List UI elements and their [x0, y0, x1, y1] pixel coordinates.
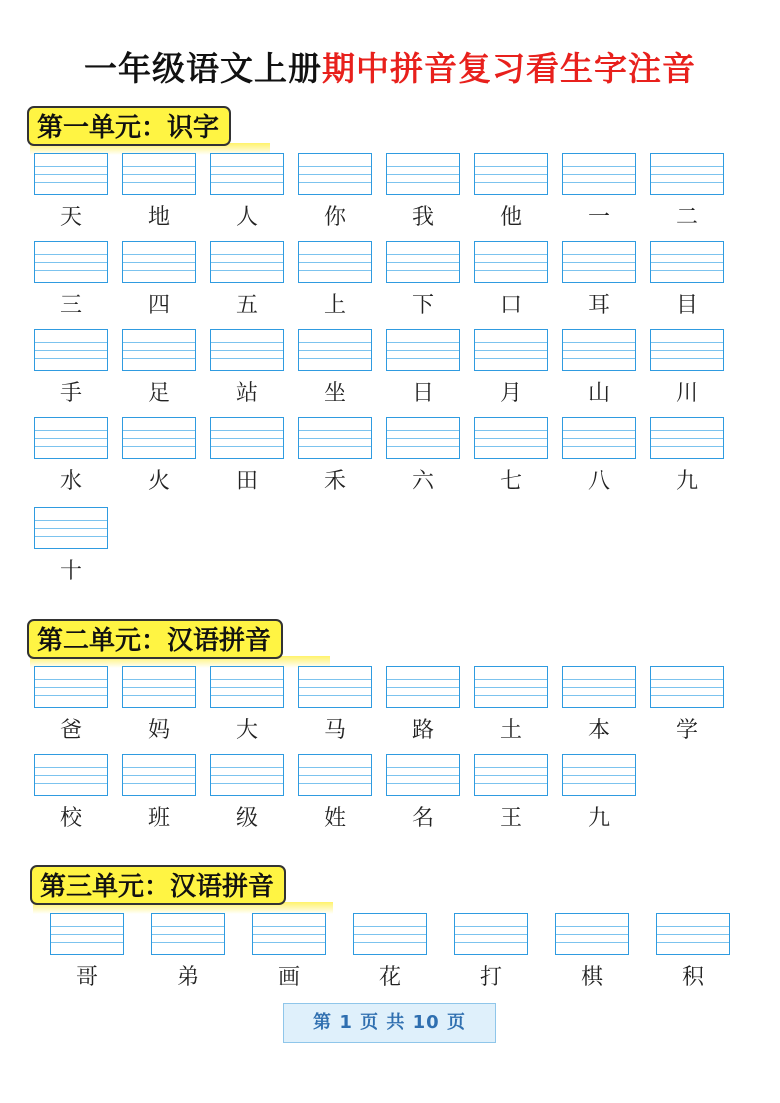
pinyin-guide-line — [152, 934, 224, 935]
pinyin-guide-line — [123, 775, 195, 776]
pinyin-guide-line — [651, 166, 723, 167]
pinyin-guide-line — [299, 342, 371, 343]
pinyin-guide-line — [211, 430, 283, 431]
pinyin-writing-box[interactable] — [34, 754, 108, 796]
character-label: 六 — [411, 469, 434, 494]
pinyin-guide-line — [123, 270, 195, 271]
pinyin-writing-box[interactable] — [151, 913, 225, 955]
pinyin-guide-line — [387, 254, 459, 255]
pinyin-writing-box[interactable] — [650, 666, 724, 708]
pinyin-writing-box[interactable] — [298, 153, 372, 195]
pinyin-guide-line — [152, 926, 224, 927]
section-3-header: 第三单元：汉语拼音 — [30, 865, 286, 905]
pinyin-guide-line — [35, 775, 107, 776]
pinyin-guide-line — [387, 182, 459, 183]
character-label: 水 — [59, 469, 82, 494]
pinyin-guide-line — [475, 174, 547, 175]
section-2-header: 第二单元：汉语拼音 — [27, 619, 283, 659]
pinyin-guide-line — [35, 783, 107, 784]
pinyin-writing-box[interactable] — [122, 329, 196, 371]
pinyin-guide-line — [211, 695, 283, 696]
pinyin-guide-line — [299, 687, 371, 688]
pinyin-writing-box[interactable] — [562, 241, 636, 283]
character-label: 目 — [675, 293, 698, 318]
pinyin-guide-line — [387, 687, 459, 688]
page-title — [0, 46, 780, 92]
pinyin-writing-box[interactable] — [298, 666, 372, 708]
character-label: 七 — [499, 469, 522, 494]
pinyin-guide-line — [211, 438, 283, 439]
pinyin-guide-line — [35, 430, 107, 431]
pinyin-writing-box[interactable] — [298, 417, 372, 459]
pinyin-guide-line — [387, 695, 459, 696]
pinyin-guide-line — [123, 358, 195, 359]
pinyin-guide-line — [35, 270, 107, 271]
character-label: 坐 — [323, 381, 346, 406]
pinyin-guide-line — [299, 254, 371, 255]
pinyin-guide-line — [387, 775, 459, 776]
pinyin-guide-line — [475, 438, 547, 439]
pinyin-writing-box[interactable] — [650, 329, 724, 371]
pinyin-guide-line — [651, 695, 723, 696]
pinyin-guide-line — [35, 438, 107, 439]
pinyin-writing-box[interactable] — [122, 241, 196, 283]
pinyin-guide-line — [387, 350, 459, 351]
character-label: 他 — [499, 205, 522, 230]
pinyin-guide-line — [123, 262, 195, 263]
page-title-black: 一年级语文上册 — [84, 49, 322, 88]
pinyin-guide-line — [475, 687, 547, 688]
pinyin-guide-line — [253, 942, 325, 943]
character-label: 大 — [235, 718, 258, 743]
pinyin-guide-line — [211, 767, 283, 768]
pinyin-guide-line — [123, 254, 195, 255]
page-title-red: 期中拼音复习看生字注音 — [322, 49, 696, 88]
pinyin-guide-line — [299, 783, 371, 784]
pinyin-writing-box[interactable] — [650, 417, 724, 459]
character-label: 山 — [587, 381, 610, 406]
pinyin-writing-box[interactable] — [562, 417, 636, 459]
pinyin-writing-box[interactable] — [386, 417, 460, 459]
pinyin-guide-line — [299, 679, 371, 680]
pinyin-guide-line — [563, 182, 635, 183]
pinyin-guide-line — [563, 270, 635, 271]
character-label: 日 — [411, 381, 434, 406]
character-label: 爸 — [59, 718, 82, 743]
pinyin-guide-line — [475, 254, 547, 255]
pinyin-guide-line — [211, 775, 283, 776]
pinyin-guide-line — [123, 679, 195, 680]
character-label: 地 — [147, 205, 170, 230]
pinyin-guide-line — [455, 926, 527, 927]
pinyin-guide-line — [123, 342, 195, 343]
pinyin-guide-line — [299, 775, 371, 776]
pinyin-guide-line — [563, 438, 635, 439]
pinyin-writing-box[interactable] — [474, 417, 548, 459]
pinyin-writing-box[interactable] — [34, 417, 108, 459]
pinyin-guide-line — [123, 438, 195, 439]
pinyin-writing-box[interactable] — [298, 241, 372, 283]
character-label: 本 — [587, 718, 610, 743]
pinyin-guide-line — [123, 166, 195, 167]
pinyin-guide-line — [211, 350, 283, 351]
pinyin-guide-line — [651, 679, 723, 680]
pinyin-guide-line — [253, 926, 325, 927]
pinyin-writing-box[interactable] — [298, 754, 372, 796]
pinyin-guide-line — [211, 254, 283, 255]
pinyin-guide-line — [387, 430, 459, 431]
pinyin-guide-line — [211, 182, 283, 183]
character-label: 校 — [59, 806, 82, 831]
pinyin-writing-box[interactable] — [474, 153, 548, 195]
pinyin-guide-line — [35, 174, 107, 175]
pinyin-writing-box[interactable] — [122, 153, 196, 195]
character-label: 五 — [235, 293, 258, 318]
pinyin-writing-box[interactable] — [656, 913, 730, 955]
pinyin-writing-box[interactable] — [386, 153, 460, 195]
pinyin-guide-line — [211, 358, 283, 359]
pinyin-guide-line — [123, 687, 195, 688]
pinyin-writing-box[interactable] — [210, 153, 284, 195]
pinyin-writing-box[interactable] — [122, 417, 196, 459]
pinyin-writing-box[interactable] — [386, 754, 460, 796]
pinyin-guide-line — [35, 536, 107, 537]
pinyin-guide-line — [123, 350, 195, 351]
pinyin-guide-line — [51, 942, 123, 943]
pinyin-guide-line — [387, 358, 459, 359]
pinyin-guide-line — [651, 270, 723, 271]
pinyin-writing-box[interactable] — [562, 754, 636, 796]
pinyin-guide-line — [563, 775, 635, 776]
pinyin-writing-box[interactable] — [122, 666, 196, 708]
pinyin-guide-line — [35, 695, 107, 696]
pinyin-guide-line — [651, 254, 723, 255]
character-label: 川 — [675, 381, 698, 406]
character-label: 二 — [675, 205, 698, 230]
pinyin-guide-line — [651, 182, 723, 183]
pinyin-guide-line — [387, 270, 459, 271]
pinyin-guide-line — [123, 430, 195, 431]
character-label: 名 — [411, 806, 434, 831]
character-label: 棋 — [580, 965, 603, 990]
pinyin-guide-line — [563, 446, 635, 447]
pinyin-writing-box[interactable] — [386, 241, 460, 283]
pinyin-guide-line — [556, 942, 628, 943]
character-label: 妈 — [147, 718, 170, 743]
pinyin-guide-line — [299, 358, 371, 359]
pinyin-guide-line — [299, 767, 371, 768]
pinyin-guide-line — [211, 446, 283, 447]
pinyin-guide-line — [475, 262, 547, 263]
pinyin-guide-line — [211, 270, 283, 271]
pinyin-guide-line — [354, 926, 426, 927]
pinyin-guide-line — [556, 934, 628, 935]
pinyin-writing-box[interactable] — [555, 913, 629, 955]
pinyin-guide-line — [657, 926, 729, 927]
pinyin-guide-line — [299, 350, 371, 351]
pinyin-guide-line — [35, 350, 107, 351]
section-1-header: 第一单元：识字 — [27, 106, 231, 146]
pinyin-guide-line — [253, 934, 325, 935]
pinyin-guide-line — [651, 430, 723, 431]
character-label: 路 — [411, 718, 434, 743]
pinyin-guide-line — [651, 358, 723, 359]
pinyin-writing-box[interactable] — [562, 153, 636, 195]
pinyin-guide-line — [35, 687, 107, 688]
pinyin-writing-box[interactable] — [474, 329, 548, 371]
pinyin-guide-line — [475, 166, 547, 167]
character-label: 土 — [499, 718, 522, 743]
pinyin-writing-box[interactable] — [474, 241, 548, 283]
pinyin-writing-box[interactable] — [210, 241, 284, 283]
character-label: 月 — [499, 381, 522, 406]
character-label: 足 — [147, 381, 170, 406]
character-label: 人 — [235, 205, 258, 230]
pinyin-guide-line — [651, 438, 723, 439]
pinyin-guide-line — [51, 926, 123, 927]
pinyin-guide-line — [651, 687, 723, 688]
pinyin-guide-line — [387, 679, 459, 680]
pinyin-writing-box[interactable] — [562, 666, 636, 708]
pinyin-guide-line — [35, 254, 107, 255]
pinyin-guide-line — [563, 783, 635, 784]
pinyin-guide-line — [354, 942, 426, 943]
pinyin-writing-box[interactable] — [122, 754, 196, 796]
pinyin-writing-box[interactable] — [386, 666, 460, 708]
pinyin-guide-line — [455, 934, 527, 935]
pinyin-guide-line — [563, 687, 635, 688]
pinyin-guide-line — [657, 934, 729, 935]
character-label: 一 — [587, 205, 610, 230]
pinyin-guide-line — [563, 254, 635, 255]
character-label: 姓 — [323, 806, 346, 831]
character-label: 四 — [147, 293, 170, 318]
pinyin-guide-line — [211, 687, 283, 688]
pinyin-guide-line — [387, 262, 459, 263]
pinyin-writing-box[interactable] — [210, 417, 284, 459]
pinyin-guide-line — [35, 262, 107, 263]
pinyin-guide-line — [563, 767, 635, 768]
character-label: 弟 — [176, 965, 199, 990]
character-label: 下 — [411, 293, 434, 318]
pinyin-guide-line — [657, 942, 729, 943]
pinyin-guide-line — [123, 783, 195, 784]
character-label: 你 — [323, 205, 346, 230]
pinyin-guide-line — [211, 783, 283, 784]
pinyin-guide-line — [35, 166, 107, 167]
pinyin-writing-box[interactable] — [50, 913, 124, 955]
character-label: 天 — [59, 205, 82, 230]
character-label: 王 — [499, 806, 522, 831]
pinyin-writing-box[interactable] — [650, 153, 724, 195]
pinyin-writing-box[interactable] — [34, 507, 108, 549]
character-label: 九 — [587, 806, 610, 831]
character-label: 手 — [59, 381, 82, 406]
pinyin-guide-line — [475, 695, 547, 696]
pinyin-guide-line — [299, 430, 371, 431]
pinyin-guide-line — [387, 783, 459, 784]
character-label: 我 — [411, 205, 434, 230]
pinyin-guide-line — [475, 342, 547, 343]
pinyin-guide-line — [563, 695, 635, 696]
character-label: 积 — [681, 965, 704, 990]
pinyin-guide-line — [563, 166, 635, 167]
character-label: 站 — [235, 381, 258, 406]
pinyin-writing-box[interactable] — [298, 329, 372, 371]
pinyin-guide-line — [35, 342, 107, 343]
pinyin-writing-box[interactable] — [210, 329, 284, 371]
pinyin-guide-line — [354, 934, 426, 935]
page-footer: 第 1 页 共 10 页 — [283, 1003, 496, 1043]
pinyin-guide-line — [123, 446, 195, 447]
character-label: 十 — [59, 559, 82, 584]
pinyin-guide-line — [475, 350, 547, 351]
pinyin-writing-box[interactable] — [474, 754, 548, 796]
pinyin-guide-line — [387, 446, 459, 447]
pinyin-guide-line — [211, 679, 283, 680]
pinyin-guide-line — [152, 942, 224, 943]
pinyin-writing-box[interactable] — [562, 329, 636, 371]
pinyin-guide-line — [299, 262, 371, 263]
character-label: 哥 — [75, 965, 98, 990]
pinyin-guide-line — [299, 695, 371, 696]
character-label: 马 — [323, 718, 346, 743]
pinyin-guide-line — [211, 166, 283, 167]
pinyin-guide-line — [387, 767, 459, 768]
pinyin-guide-line — [299, 166, 371, 167]
character-label: 八 — [587, 469, 610, 494]
pinyin-guide-line — [455, 942, 527, 943]
pinyin-writing-box[interactable] — [252, 913, 326, 955]
pinyin-guide-line — [51, 934, 123, 935]
pinyin-writing-box[interactable] — [210, 666, 284, 708]
character-label: 学 — [675, 718, 698, 743]
character-label: 火 — [147, 469, 170, 494]
character-label: 花 — [378, 965, 401, 990]
pinyin-guide-line — [299, 438, 371, 439]
pinyin-guide-line — [563, 342, 635, 343]
character-label: 三 — [59, 293, 82, 318]
pinyin-guide-line — [123, 767, 195, 768]
pinyin-guide-line — [387, 166, 459, 167]
character-label: 耳 — [587, 293, 610, 318]
character-label: 口 — [499, 293, 522, 318]
pinyin-guide-line — [651, 446, 723, 447]
pinyin-guide-line — [299, 174, 371, 175]
pinyin-guide-line — [475, 775, 547, 776]
pinyin-guide-line — [475, 783, 547, 784]
pinyin-guide-line — [35, 767, 107, 768]
pinyin-guide-line — [299, 270, 371, 271]
pinyin-writing-box[interactable] — [386, 329, 460, 371]
pinyin-writing-box[interactable] — [34, 153, 108, 195]
pinyin-guide-line — [651, 262, 723, 263]
pinyin-guide-line — [35, 446, 107, 447]
pinyin-guide-line — [563, 358, 635, 359]
pinyin-guide-line — [563, 350, 635, 351]
pinyin-guide-line — [475, 679, 547, 680]
pinyin-guide-line — [35, 520, 107, 521]
pinyin-guide-line — [475, 270, 547, 271]
pinyin-guide-line — [35, 679, 107, 680]
pinyin-guide-line — [475, 182, 547, 183]
pinyin-guide-line — [563, 430, 635, 431]
pinyin-guide-line — [123, 174, 195, 175]
pinyin-guide-line — [387, 342, 459, 343]
pinyin-guide-line — [211, 174, 283, 175]
character-label: 打 — [479, 965, 502, 990]
pinyin-guide-line — [563, 679, 635, 680]
character-label: 田 — [235, 469, 258, 494]
pinyin-writing-box[interactable] — [34, 666, 108, 708]
pinyin-guide-line — [556, 926, 628, 927]
character-label: 级 — [235, 806, 258, 831]
character-label: 九 — [675, 469, 698, 494]
pinyin-guide-line — [475, 767, 547, 768]
pinyin-guide-line — [651, 350, 723, 351]
pinyin-guide-line — [299, 446, 371, 447]
pinyin-guide-line — [475, 430, 547, 431]
pinyin-guide-line — [211, 342, 283, 343]
pinyin-guide-line — [651, 174, 723, 175]
pinyin-guide-line — [123, 695, 195, 696]
character-label: 画 — [277, 965, 300, 990]
pinyin-writing-box[interactable] — [210, 754, 284, 796]
pinyin-guide-line — [211, 262, 283, 263]
pinyin-guide-line — [387, 174, 459, 175]
pinyin-guide-line — [563, 174, 635, 175]
character-label: 上 — [323, 293, 346, 318]
pinyin-guide-line — [475, 358, 547, 359]
pinyin-guide-line — [475, 446, 547, 447]
pinyin-guide-line — [35, 358, 107, 359]
pinyin-writing-box[interactable] — [353, 913, 427, 955]
pinyin-guide-line — [35, 182, 107, 183]
pinyin-writing-box[interactable] — [454, 913, 528, 955]
pinyin-guide-line — [123, 182, 195, 183]
character-label: 禾 — [323, 469, 346, 494]
pinyin-guide-line — [299, 182, 371, 183]
pinyin-guide-line — [651, 342, 723, 343]
pinyin-guide-line — [35, 528, 107, 529]
pinyin-guide-line — [563, 262, 635, 263]
pinyin-writing-box[interactable] — [34, 241, 108, 283]
pinyin-writing-box[interactable] — [474, 666, 548, 708]
pinyin-writing-box[interactable] — [34, 329, 108, 371]
pinyin-writing-box[interactable] — [650, 241, 724, 283]
pinyin-guide-line — [387, 438, 459, 439]
character-label: 班 — [147, 806, 170, 831]
